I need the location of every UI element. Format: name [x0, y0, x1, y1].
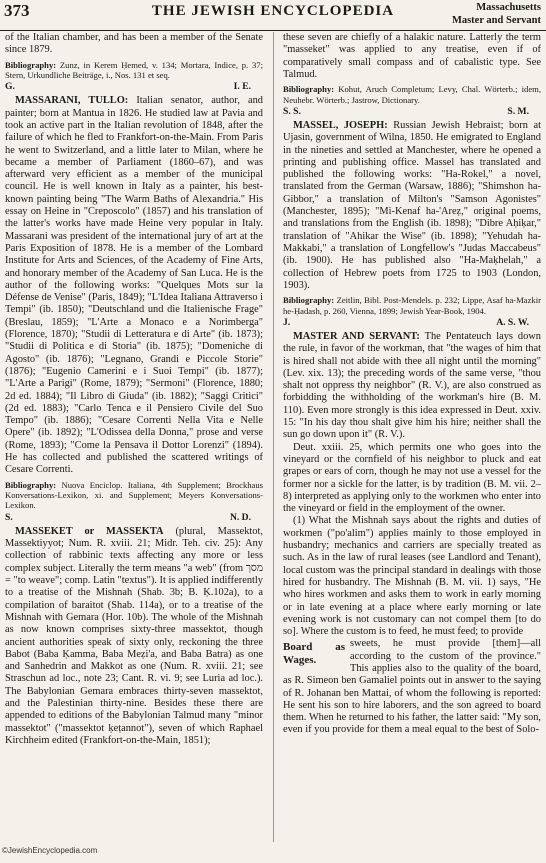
topic-line-1: Massachusetts [476, 2, 541, 13]
article-master-and-servant: MASTER AND SERVANT: The Pentateuch lays down the rule, in favor of the workman, that "the wages of him that is hired shall not abide with thee all night until the morning" (Lev. xix. 13); the preceding words of the same verse, "thou shalt not oppress thy neighbor" (R. V.), are also construed as forbidding the withholding of the workman's hire (B. M. 110). Even more strongly is this idea expressed in Deut. xxiv. 15: "In his day thou shalt give him his hire; neither shall the sun go down upon it" (R. V.). [283, 330, 541, 441]
signature: J. A. S. W. [283, 316, 529, 328]
paragraph: sweets, he must provide [them]—all according to the custom of the province." This applies also to the quality of the board, as R. Simeon ben Gamaliel points out in answer to the saying of R. Johanan ben Mattai, of whom the following is reported: He sent his son to hire laborers, and the son agreed to board them. When he returned to his father, the latter said: "My son, even if you provide for them a meal equal to the best of Solo- [283, 638, 541, 736]
continuation-text: of the Italian chamber, and has been a member of the Senate since 1879. [5, 32, 263, 56]
bibliography: Bibliography: Nuova Enciclop. Italiana, 4th Supplement; Brockhaus Konversations-Lexikon, xi. and Supplement; Meyers Konversations-Lexikon. [5, 479, 263, 511]
article-heading: MASTER AND SERVANT: [293, 330, 420, 342]
continuation-text: these seven are chiefly of a halakic nature. Latterly the term "masseket" was applied to any treatise, even if of comparatively small compass and of cabalistic type. See Talmud. [283, 32, 541, 80]
paragraph: Deut. xxiii. 25, which permits one who goes into the vineyard or the cornfield of his neighbor to pluck and eat grapes or ears of corn, though he may not use a vessel for the former nor a sickle for the latter, is by tradition (B. M. vii. 2–8) interpreted as applying only to the workmen who enter into the vineyard or field in the employment of the owner. [283, 441, 541, 515]
left-column [5, 32, 263, 842]
article-heading: MASSARANI, TULLO: [15, 95, 129, 107]
signature: G. I. E. [5, 81, 251, 93]
bibliography: Bibliography: Zunz, in Kerem Ḥemed, v. 134; Mortara, Indice, p. 37; Stern, Urkundliche Beiträge, i., Nos. 131 et seq. [5, 59, 263, 80]
article-heading: MASSEL, JOSEPH: [293, 120, 388, 131]
column-divider [273, 32, 274, 842]
signature: S. N. D. [5, 511, 251, 523]
right-column [283, 32, 541, 842]
bibliography: Bibliography: Kohut, Aruch Completum; Levy, Chal. Wörterb.; idem, Neuhebr. Wörterb.; Jastrow, Dictionary. [283, 84, 541, 105]
article-masseket: MASSEKET or MASSEKTA (plural, Massektot, Massektiyyot; Num. R. xviii. 21; Midr. Teh. civ. 25): Any collection of rabbinic texts affecting any more or less complex subject. Literally the term means "a web" (from מסך = "to weave"; comp. Latin "textus"). It is applied indifferently to a treatise of the Mishnah (Shab. 3b; B. Ḳ.102a), to a compilation of baraitot (Shab. 114a), or to a treatise of the Mishnah with Gemara (Hor. 10b). The whole of the Mishnah as now known comprises sixty-three massektot, though ancient authorities speak of sixty only, reckoning the three Babot (Baba Ḳamma, Baba Meẓi'a, and Baba Batra) as one and Sanhedrin and Makkot as one (Num. R. xviii. 21; see Straschun ad loc., note 23; Cant. R. vi. 9; see Luria ad loc.). The Babylonian Gemara embraces thirty-seven massektot, and the Palestinian thirty-nine. Besides these there are appended to editions of the Babylonian Talmud many "minor massektot" ("massektot ḳeṭannot"), seven of which Raphael Kirchheim edited (Frankfort-on-the-Main, 1851); [5, 525, 263, 746]
topic-range [452, 1, 541, 27]
page-header [0, 0, 546, 31]
paragraph: (1) What the Mishnah says about the rights and duties of workmen ("po'alim") applies mainly to those employed in husbandry; mechanics and carriers are specially treated as such. As in the law of rural leases (see Landlord and Tenant), local custom was the principal standard in dealings with those hired for husbandry. The Mishnah (B. M. vii. 1) says, "He who hires workmen and asks them to work in early morning or in late evening at a place where early morning or late evening work is not customary can not compel them [to do so]. Where the custom is to feed, he must feed; to provide [283, 515, 541, 638]
article-massel: MASSEL, JOSEPH: Russian Jewish Hebraist; born at Ujasin, government of Wilna, 1850. He emigrated to England in the nineties and settled at Manchester, where he opened a printing and publishing office. Massel has translated and published the following works: "Ha-Rokel," a novel, translated from the German (Warsaw, 1886); "Shimshon ha-Gibbor," a translation of Milton's "Samson Agonistes" (Manchester, 1895); "Mi-Kenaf ha-'Areẓ," original poems, and translations from the English (ib. 1898); "Dibre Aḥiḳar," translation of "Ahikar the Wise" (ib. 1898); "Yehudah ha-Makkabi," a translation of Longfellow's "Judas Maccabeus" (ib. 1900). He has published also "Ha-Maḳhelah," a collection of Hebrew poets from 1725 to 1903 (London, 1903). [283, 120, 541, 291]
running-title: THE JEWISH ENCYCLOPEDIA [151, 3, 395, 19]
article-heading: MASSEKET or MASSEKTA [15, 525, 164, 537]
article-massarani: MASSARANI, TULLO: Italian senator, author, and painter; born at Mantua in 1826. He studied law at Pavia and took an active part in the Italian revolution of 1848, after the failure of which he fled to Frankfort-on-the-Main. From Paris he went to Switzerland, and a little later to Milan, where he became a member of Parliament (1860–67), and was afterward very efficient as a member of the municipal council. He is well known in Italy as a painter, his best-known painting being "The Warm Baths of Alexandria." His essay on Heine in "Creposcolo" (1857) and his translation of the latter's works have made Heine very popular in Italy. Massarani was president of the international jury of art at the Paris Exposition of 1878. He is a member of the Lombard Institute for Arts and Sciences, of the Academy of Fine Arts, and honorary member of the Academy of San Luca. He is the author of the following works: "Quelques Mots sur la Défense de Venise" (Paris, 1849); "L'Idea Italiana Attraverso i Tempi" (ib. 1850); "Deutschland und die Italienische Frage" (Breslau, 1859); "L'Arte a Monaco e a Norimberga" (Florence, 1870); "Studii di Letteratura e di Arte" (ib. 1873); "Studii di Politica e di Storia" (ib. 1875); "Domeniche di Agosto" (ib. 1876); "Legnano, Grandi e Piccole Storie" (1876); "Eugenio Camerini e i Suoi Tempi" (ib. 1877); "L'Arte a Parigi" (Rome, 1879); "Sermoni" (Florence, 1880; 2d ed. 1884); "Il Libro di Giuda" (ib. 1882); "Saggi Critici" (2d ed. 1883); "Carlo Tenca e il Pensiero Civile del Suo Tempo" (ib. 1886); "Cesare Correnti Nella Vita e Nelle Opere" (ib. 1892); "L'Odissea della Donna," prose and verse (Rome, 1893); "Come la Pensava il Dottor Lorenzi" (1894). He has collected and published the scattered writings of Cesare Correnti. [5, 95, 263, 476]
signature: S. S. S. M. [283, 106, 529, 117]
topic-line-2: Master and Servant [451, 15, 541, 26]
margin-sidenote: Board as Wages. [283, 641, 345, 667]
page-number: 373 [4, 1, 30, 20]
bibliography: Bibliography: Zeitlin, Bibl. Post-Mendels. p. 232; Lippe, Asaf ha-Mazkir he-Ḥadash, p. 260, Vienna, 1899; Jewish Year-Book, 1904. [283, 295, 541, 316]
site-watermark: ©JewishEncyclopedia.com [2, 846, 98, 855]
